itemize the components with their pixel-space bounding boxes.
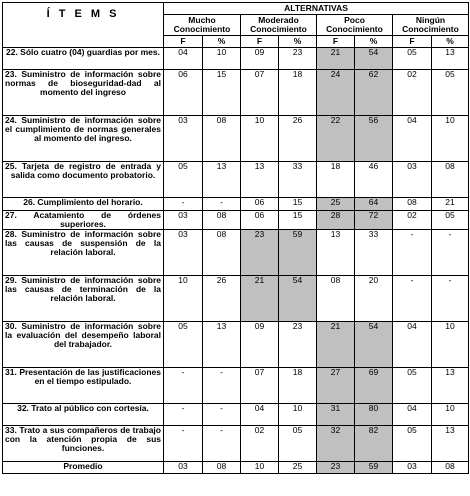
percent-cell: 05 bbox=[432, 211, 469, 230]
frequency-cell: 05 bbox=[164, 322, 203, 368]
frequency-cell: 22 bbox=[317, 116, 355, 162]
percent-cell: 15 bbox=[203, 70, 241, 116]
frequency-cell: 08 bbox=[393, 198, 432, 211]
frequency-cell: 23 bbox=[317, 462, 355, 474]
frequency-cell: 02 bbox=[393, 70, 432, 116]
frequency-cell: 03 bbox=[164, 462, 203, 474]
col-pct: % bbox=[355, 36, 393, 48]
frequency-cell: 05 bbox=[393, 426, 432, 462]
frequency-cell: 10 bbox=[241, 116, 279, 162]
percent-cell: 10 bbox=[279, 404, 317, 426]
frequency-cell: 24 bbox=[317, 70, 355, 116]
percent-cell: 59 bbox=[355, 462, 393, 474]
frequency-cell: 09 bbox=[241, 322, 279, 368]
frequency-cell: 04 bbox=[393, 116, 432, 162]
col-pct: % bbox=[279, 36, 317, 48]
group-poco: Poco Conocimiento bbox=[317, 15, 393, 36]
percent-cell: 08 bbox=[432, 462, 469, 474]
item-label: 26. Cumplimiento del horario. bbox=[3, 198, 164, 211]
percent-cell: 13 bbox=[203, 322, 241, 368]
frequency-cell: 04 bbox=[164, 48, 203, 70]
frequency-cell: 31 bbox=[317, 404, 355, 426]
frequency-cell: - bbox=[164, 368, 203, 404]
percent-cell: 25 bbox=[279, 462, 317, 474]
percent-cell: - bbox=[203, 426, 241, 462]
average-row bbox=[3, 462, 469, 474]
frequency-cell: 04 bbox=[393, 404, 432, 426]
percent-cell: 13 bbox=[203, 162, 241, 198]
frequency-cell: - bbox=[164, 404, 203, 426]
frequency-cell: 07 bbox=[241, 368, 279, 404]
item-label: 31. Presentación de las justificaciones en el tiempo estipulado. bbox=[3, 368, 164, 404]
percent-cell: 59 bbox=[279, 230, 317, 276]
frequency-cell: 10 bbox=[164, 276, 203, 322]
col-f: F bbox=[164, 36, 203, 48]
table-row bbox=[3, 426, 469, 462]
frequency-cell: 03 bbox=[393, 462, 432, 474]
percent-cell: 08 bbox=[203, 116, 241, 162]
frequency-cell: 13 bbox=[241, 162, 279, 198]
percent-cell: 33 bbox=[279, 162, 317, 198]
percent-cell: 10 bbox=[203, 48, 241, 70]
table-row bbox=[3, 198, 469, 211]
percent-cell: 05 bbox=[279, 426, 317, 462]
percent-cell: 69 bbox=[355, 368, 393, 404]
table-row bbox=[3, 70, 469, 116]
percent-cell: 18 bbox=[279, 368, 317, 404]
frequency-cell: 25 bbox=[317, 198, 355, 211]
table-row bbox=[3, 211, 469, 230]
survey-table bbox=[2, 2, 469, 474]
frequency-cell: 18 bbox=[317, 162, 355, 198]
alternatives-header: ALTERNATIVAS bbox=[164, 3, 469, 15]
percent-cell: 54 bbox=[355, 322, 393, 368]
frequency-cell: - bbox=[393, 230, 432, 276]
group-ningun: Ningún Conocimiento bbox=[393, 15, 469, 36]
frequency-cell: 02 bbox=[393, 211, 432, 230]
items-header: Í T E M S bbox=[3, 3, 164, 48]
item-label: 27. Acatamiento de órdenes superiores. bbox=[3, 211, 164, 230]
percent-cell: 56 bbox=[355, 116, 393, 162]
percent-cell: 64 bbox=[355, 198, 393, 211]
percent-cell: 20 bbox=[355, 276, 393, 322]
col-pct: % bbox=[432, 36, 469, 48]
percent-cell: 13 bbox=[432, 48, 469, 70]
frequency-cell: 08 bbox=[317, 276, 355, 322]
frequency-cell: 04 bbox=[241, 404, 279, 426]
frequency-cell: 21 bbox=[317, 322, 355, 368]
percent-cell: 18 bbox=[279, 70, 317, 116]
percent-cell: 26 bbox=[203, 276, 241, 322]
col-f: F bbox=[241, 36, 279, 48]
col-f: F bbox=[317, 36, 355, 48]
frequency-cell: 05 bbox=[393, 368, 432, 404]
survey-body bbox=[3, 48, 469, 474]
percent-cell: - bbox=[203, 404, 241, 426]
frequency-cell: 27 bbox=[317, 368, 355, 404]
percent-cell: 62 bbox=[355, 70, 393, 116]
percent-cell: 08 bbox=[203, 230, 241, 276]
percent-cell: 10 bbox=[432, 116, 469, 162]
table-row bbox=[3, 48, 469, 70]
frequency-cell: 03 bbox=[164, 230, 203, 276]
item-label: 25. Tarjeta de registro de entrada y salida como documento probatorio. bbox=[3, 162, 164, 198]
frequency-cell: 28 bbox=[317, 211, 355, 230]
percent-cell: 46 bbox=[355, 162, 393, 198]
frequency-cell: 21 bbox=[241, 276, 279, 322]
table-row bbox=[3, 276, 469, 322]
percent-cell: 23 bbox=[279, 322, 317, 368]
percent-cell: - bbox=[203, 368, 241, 404]
percent-cell: 15 bbox=[279, 198, 317, 211]
frequency-cell: 06 bbox=[241, 211, 279, 230]
item-label: 32. Trato al público con cortesía. bbox=[3, 404, 164, 426]
item-label: 22. Sólo cuatro (04) guardias por mes. bbox=[3, 48, 164, 70]
frequency-cell: - bbox=[164, 426, 203, 462]
percent-cell: 54 bbox=[355, 48, 393, 70]
percent-cell: - bbox=[203, 198, 241, 211]
frequency-cell: - bbox=[393, 276, 432, 322]
item-label: 33. Trato a sus compañeros de trabajo con la atención propia de sus funciones. bbox=[3, 426, 164, 462]
percent-cell: 15 bbox=[279, 211, 317, 230]
item-label: 23. Suministro de información sobre normas de bioseguridad-dad al momento del ingreso bbox=[3, 70, 164, 116]
percent-cell: 80 bbox=[355, 404, 393, 426]
percent-cell: 33 bbox=[355, 230, 393, 276]
table-row bbox=[3, 162, 469, 198]
table-row bbox=[3, 230, 469, 276]
table-row bbox=[3, 116, 469, 162]
percent-cell: 08 bbox=[203, 211, 241, 230]
frequency-cell: 03 bbox=[393, 162, 432, 198]
frequency-cell: 05 bbox=[164, 162, 203, 198]
frequency-cell: 05 bbox=[393, 48, 432, 70]
frequency-cell: - bbox=[164, 198, 203, 211]
frequency-cell: 23 bbox=[241, 230, 279, 276]
frequency-cell: 06 bbox=[241, 198, 279, 211]
item-label: 24. Suministro de información sobre el cumplimiento de normas generales al momento del ingreso. bbox=[3, 116, 164, 162]
frequency-cell: 13 bbox=[317, 230, 355, 276]
percent-cell: 10 bbox=[432, 322, 469, 368]
percent-cell: 08 bbox=[203, 462, 241, 474]
col-pct: % bbox=[203, 36, 241, 48]
item-label: 29. Suministro de información sobre las causas de terminación de la relación laboral. bbox=[3, 276, 164, 322]
frequency-cell: 04 bbox=[393, 322, 432, 368]
percent-cell: 72 bbox=[355, 211, 393, 230]
table-row bbox=[3, 368, 469, 404]
frequency-cell: 06 bbox=[164, 70, 203, 116]
percent-cell: 13 bbox=[432, 426, 469, 462]
group-mucho: Mucho Conocimiento bbox=[164, 15, 241, 36]
frequency-cell: 09 bbox=[241, 48, 279, 70]
percent-cell: - bbox=[432, 230, 469, 276]
table-row bbox=[3, 322, 469, 368]
item-label: Promedio bbox=[3, 462, 164, 474]
item-label: 30. Suministro de información sobre la evaluación del desempeño laboral del trabajador. bbox=[3, 322, 164, 368]
frequency-cell: 03 bbox=[164, 116, 203, 162]
frequency-cell: 02 bbox=[241, 426, 279, 462]
frequency-cell: 03 bbox=[164, 211, 203, 230]
item-label: 28. Suministro de información sobre las causas de suspensión de la relación laboral. bbox=[3, 230, 164, 276]
percent-cell: 21 bbox=[432, 198, 469, 211]
percent-cell: 26 bbox=[279, 116, 317, 162]
percent-cell: 05 bbox=[432, 70, 469, 116]
percent-cell: 82 bbox=[355, 426, 393, 462]
percent-cell: 10 bbox=[432, 404, 469, 426]
frequency-cell: 32 bbox=[317, 426, 355, 462]
frequency-cell: 21 bbox=[317, 48, 355, 70]
group-moderado: Moderado Conocimiento bbox=[241, 15, 317, 36]
frequency-cell: 10 bbox=[241, 462, 279, 474]
frequency-cell: 07 bbox=[241, 70, 279, 116]
percent-cell: 13 bbox=[432, 368, 469, 404]
table-row bbox=[3, 404, 469, 426]
percent-cell: 23 bbox=[279, 48, 317, 70]
col-f: F bbox=[393, 36, 432, 48]
percent-cell: - bbox=[432, 276, 469, 322]
percent-cell: 08 bbox=[432, 162, 469, 198]
percent-cell: 54 bbox=[279, 276, 317, 322]
